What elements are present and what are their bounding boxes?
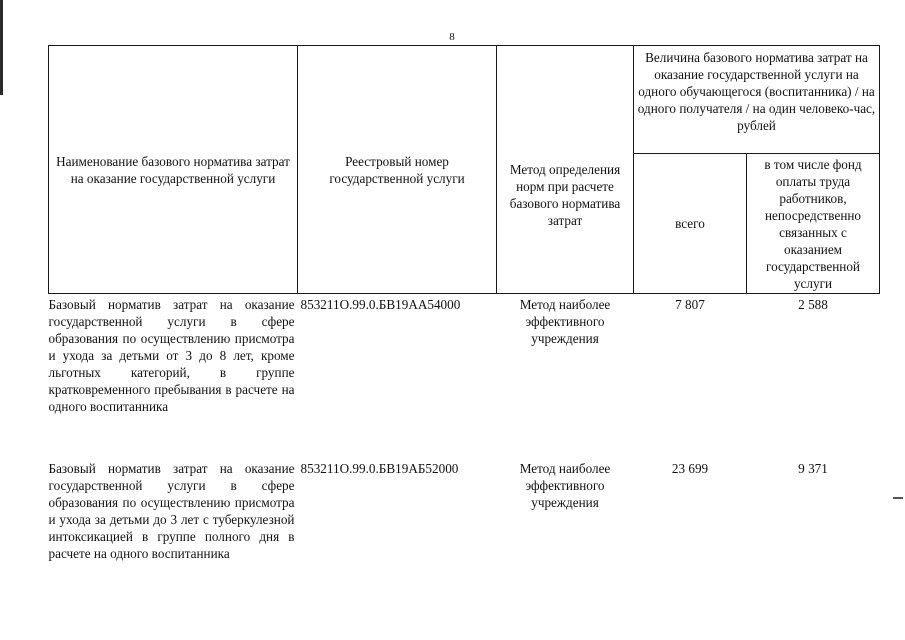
row-method: Метод наиболее эффективного учреждения <box>519 461 611 510</box>
row-name: Базовый норматив затрат на оказание государственной услуги в сфере образования по осуществлению присмотра и ухода за детьми от 3 до 8 лет, кроме льготных категорий, в группе кратковременного пребывания в расчете на одного воспитанника <box>48 297 295 414</box>
header-row-top <box>49 46 880 154</box>
row-including-fot: 2 588 <box>798 297 828 312</box>
row-method: Метод наиболее эффективного учреждения <box>519 297 611 346</box>
header-including-fot: в том числе фонд оплаты труда работников, непосредственно связанных с оказанием государственной услуги <box>747 154 880 294</box>
table-row <box>49 446 880 562</box>
table-row <box>49 294 880 447</box>
row-including-fot: 9 371 <box>798 461 828 476</box>
header-total: всего <box>634 154 747 294</box>
page-number: 8 <box>449 31 455 43</box>
row-total: 7 807 <box>675 297 705 312</box>
scan-edge-mark <box>893 497 903 499</box>
header-method: Метод определения норм при расчете базового норматива затрат <box>497 46 634 294</box>
scan-edge-mark <box>0 0 3 95</box>
row-registry-number: 853211О.99.0.БВ19АА54000 <box>300 297 461 312</box>
header-name: Наименование базового норматива затрат на оказание государственной услуги <box>49 46 298 294</box>
header-value-group: Величина базового норматива затрат на оказание государственной услуги на одного обучающегося (воспитанника) / на одного получателя / на один человеко-час, рублей <box>634 46 880 154</box>
header-registry-number: Реестровый номер государственной услуги <box>298 46 497 294</box>
cost-norms-table <box>48 45 880 562</box>
row-name: Базовый норматив затрат на оказание государственной услуги в сфере образования по осуществлению присмотра и ухода за детьми до 3 лет с туберкулезной интоксикацией в группе полного дня в расчете на одного воспитанника <box>48 461 295 561</box>
row-registry-number: 853211О.99.0.БВ19АБ52000 <box>300 461 459 476</box>
row-total: 23 699 <box>671 461 709 476</box>
